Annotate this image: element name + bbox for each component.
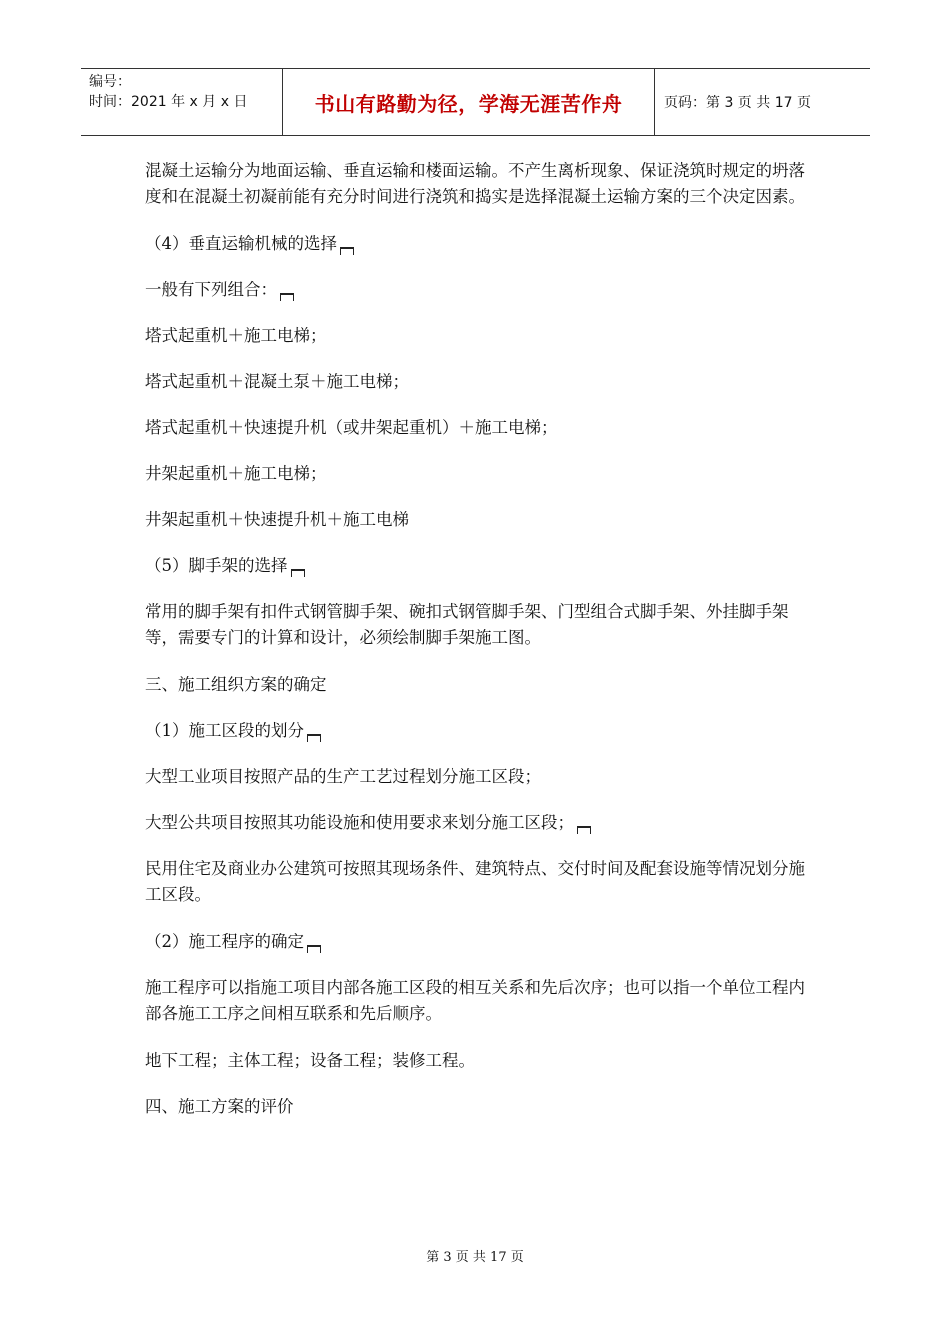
section-heading	[145, 718, 805, 744]
paragraph-text: 大型公共项目按照其功能设施和使用要求来划分施工区段；	[145, 813, 574, 832]
paragraph: 施工程序可以指施工项目内部各施工区段的相互关系和先后次序；也可以指一个单位工程内部各施工工序之间相互联系和先后顺序。	[145, 978, 805, 1023]
list-item: 井架起重机＋施工电梯；	[145, 464, 327, 483]
page-header	[81, 68, 870, 136]
section-heading	[145, 553, 805, 579]
paragraph	[145, 277, 805, 303]
heading-text: （5）脚手架的选择	[145, 556, 288, 575]
paragraph: 常用的脚手架有扣件式钢管脚手架、碗扣式钢管脚手架、门型组合式脚手架、外挂脚手架等，需要专门的计算和设计，必须绘制脚手架施工图。	[145, 602, 789, 647]
paragraph-mark-icon	[307, 734, 321, 742]
section-heading	[145, 929, 805, 955]
heading-text: （2）施工程序的确定	[145, 932, 304, 951]
header-page-info: 页码：第 3 页 共 17 页	[664, 95, 811, 111]
heading-text: （4）垂直运输机械的选择	[145, 234, 337, 253]
list-item: 塔式起重机＋施工电梯；	[145, 326, 327, 345]
heading-text: （1）施工区段的划分	[145, 721, 304, 740]
section-heading: 四、施工方案的评价	[145, 1097, 294, 1116]
paragraph	[145, 810, 805, 836]
header-meta	[81, 69, 283, 135]
header-motto: 书山有路勤为径，学海无涯苦作舟	[283, 69, 655, 135]
number-label: 编号：	[89, 74, 131, 90]
document-body	[145, 158, 805, 1140]
paragraph-mark-icon	[280, 293, 294, 301]
paragraph-mark-icon	[340, 247, 354, 255]
paragraph-mark-icon	[291, 569, 305, 577]
list-item: 塔式起重机＋快速提升机（或井架起重机）＋施工电梯；	[145, 418, 558, 437]
section-heading: 三、施工组织方案的确定	[145, 675, 327, 694]
paragraph: 混凝土运输分为地面运输、垂直运输和楼面运输。不产生离析现象、保证浇筑时规定的坍落度和在混凝土初凝前能有充分时间进行浇筑和捣实是选择混凝土运输方案的三个决定因素。	[145, 161, 805, 206]
paragraph: 民用住宅及商业办公建筑可按照其现场条件、建筑特点、交付时间及配套设施等情况划分施工区段。	[145, 859, 805, 904]
page-footer: 第 3 页 共 17 页	[426, 1250, 524, 1265]
list-item: 井架起重机＋快速提升机＋施工电梯	[145, 510, 409, 529]
paragraph: 大型工业项目按照产品的生产工艺过程划分施工区段；	[145, 767, 541, 786]
paragraph: 地下工程；主体工程；设备工程；装修工程。	[145, 1051, 475, 1070]
section-heading	[145, 231, 805, 257]
time-label: 时间：2021 年 x 月 x 日	[89, 94, 248, 110]
paragraph-text: 一般有下列组合：	[145, 280, 277, 299]
paragraph-mark-icon	[577, 826, 591, 834]
list-item: 塔式起重机＋混凝土泵＋施工电梯；	[145, 372, 409, 391]
paragraph-mark-icon	[307, 945, 321, 953]
